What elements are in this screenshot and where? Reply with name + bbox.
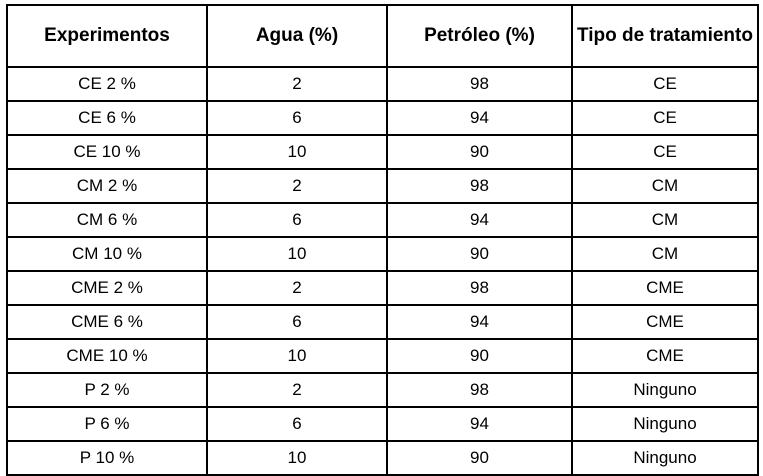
cell-experimento: CM 6 % — [7, 203, 207, 237]
cell-experimento: P 10 % — [7, 441, 207, 475]
table-row — [7, 135, 758, 169]
cell-petroleo: 90 — [387, 135, 572, 169]
column-header-petroleo: Petróleo (%) — [387, 5, 572, 67]
cell-agua: 10 — [207, 441, 387, 475]
cell-petroleo: 90 — [387, 441, 572, 475]
cell-tratamiento: CE — [572, 101, 758, 135]
cell-agua: 6 — [207, 203, 387, 237]
table-row — [7, 407, 758, 441]
cell-agua: 6 — [207, 101, 387, 135]
cell-tratamiento: CME — [572, 339, 758, 373]
cell-agua: 2 — [207, 169, 387, 203]
cell-experimento: CE 6 % — [7, 101, 207, 135]
table-header-row — [7, 5, 758, 67]
cell-experimento: CM 10 % — [7, 237, 207, 271]
table-body — [7, 67, 758, 475]
cell-experimento: P 2 % — [7, 373, 207, 407]
cell-tratamiento: Ninguno — [572, 441, 758, 475]
cell-tratamiento: CM — [572, 169, 758, 203]
table-row — [7, 101, 758, 135]
table-row — [7, 373, 758, 407]
table-row — [7, 339, 758, 373]
table-row — [7, 67, 758, 101]
table-row — [7, 271, 758, 305]
cell-experimento: CE 10 % — [7, 135, 207, 169]
cell-petroleo: 94 — [387, 101, 572, 135]
cell-experimento: CE 2 % — [7, 67, 207, 101]
cell-tratamiento: CE — [572, 135, 758, 169]
cell-experimento: CME 10 % — [7, 339, 207, 373]
cell-tratamiento: CME — [572, 305, 758, 339]
table-row — [7, 441, 758, 475]
table-row — [7, 169, 758, 203]
cell-tratamiento: CME — [572, 271, 758, 305]
cell-petroleo: 90 — [387, 339, 572, 373]
cell-tratamiento: Ninguno — [572, 373, 758, 407]
table-row — [7, 305, 758, 339]
cell-tratamiento: CM — [572, 237, 758, 271]
cell-experimento: CME 2 % — [7, 271, 207, 305]
cell-agua: 2 — [207, 67, 387, 101]
table-row — [7, 237, 758, 271]
cell-petroleo: 98 — [387, 169, 572, 203]
cell-agua: 10 — [207, 237, 387, 271]
experiments-table — [6, 4, 759, 476]
cell-petroleo: 94 — [387, 407, 572, 441]
cell-petroleo: 90 — [387, 237, 572, 271]
cell-petroleo: 98 — [387, 373, 572, 407]
cell-petroleo: 94 — [387, 203, 572, 237]
table-row — [7, 203, 758, 237]
column-header-experimentos: Experimentos — [7, 5, 207, 67]
column-header-tipo-de-tratamiento: Tipo de tratamiento — [572, 5, 758, 67]
cell-agua: 6 — [207, 305, 387, 339]
cell-tratamiento: CE — [572, 67, 758, 101]
cell-experimento: P 6 % — [7, 407, 207, 441]
cell-petroleo: 98 — [387, 67, 572, 101]
cell-experimento: CM 2 % — [7, 169, 207, 203]
cell-petroleo: 94 — [387, 305, 572, 339]
table-header — [7, 5, 758, 67]
cell-agua: 2 — [207, 373, 387, 407]
cell-agua: 10 — [207, 135, 387, 169]
cell-agua: 10 — [207, 339, 387, 373]
cell-experimento: CME 6 % — [7, 305, 207, 339]
cell-tratamiento: Ninguno — [572, 407, 758, 441]
cell-tratamiento: CM — [572, 203, 758, 237]
column-header-agua: Agua (%) — [207, 5, 387, 67]
cell-petroleo: 98 — [387, 271, 572, 305]
cell-agua: 6 — [207, 407, 387, 441]
cell-agua: 2 — [207, 271, 387, 305]
